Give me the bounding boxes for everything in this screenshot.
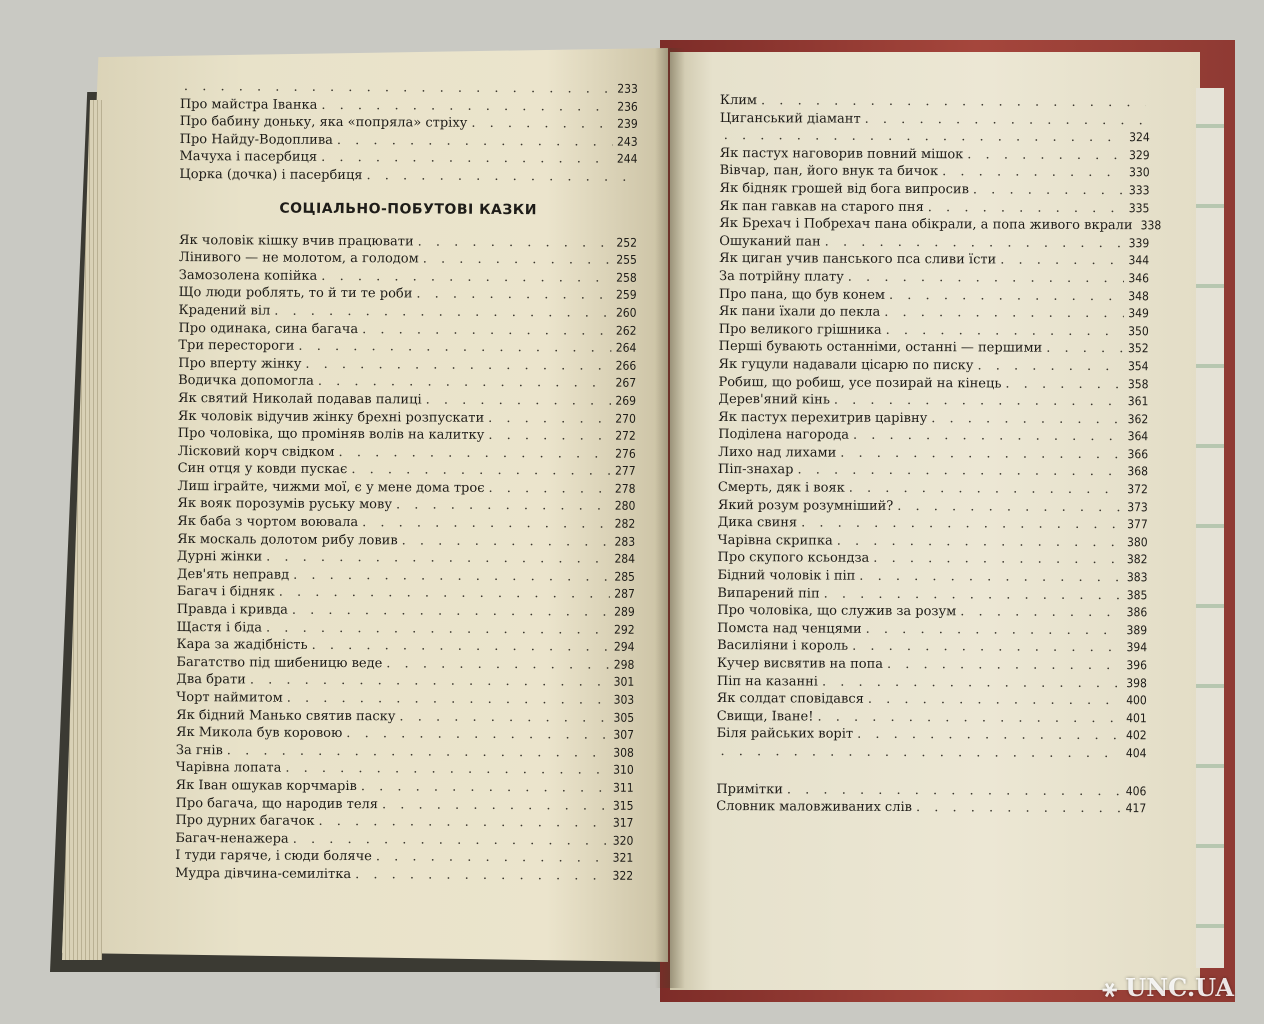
toc-leader-dots bbox=[266, 619, 610, 639]
toc-entry-page: 307 bbox=[613, 727, 635, 742]
toc-leader-dots bbox=[1000, 252, 1124, 270]
toc-leader-dots bbox=[318, 813, 608, 832]
toc-entry-title: Як солдат сповідався bbox=[716, 691, 864, 707]
toc-leader-dots bbox=[886, 322, 1125, 341]
toc-leader-dots bbox=[852, 638, 1122, 657]
toc-entry-title: Про великого грішника bbox=[718, 321, 882, 338]
toc-leader-dots bbox=[402, 532, 611, 551]
toc-right-column bbox=[716, 92, 1162, 818]
toc-entry bbox=[720, 110, 1150, 130]
toc-entry bbox=[718, 426, 1148, 446]
toc-entry-title: За потрійну плату bbox=[718, 268, 844, 285]
toc-entry-title: Який розум розумніший? bbox=[717, 497, 894, 514]
toc-gap bbox=[716, 761, 1146, 783]
toc-entry-title: Лиш іграйте, чижми мої, є у мене дома троє bbox=[177, 478, 485, 496]
toc-entry-page: 278 bbox=[614, 481, 636, 496]
toc-entry-page: 292 bbox=[613, 622, 635, 637]
toc-entry-title: Щастя і біда bbox=[176, 619, 263, 636]
toc-leader-dots bbox=[801, 515, 1123, 534]
toc-leader-dots bbox=[488, 427, 611, 445]
toc-entry-page: 396 bbox=[1126, 658, 1148, 673]
toc-entry-title: Про вперту жінку bbox=[178, 355, 302, 372]
toc-entry-title: Біля райських воріт bbox=[716, 726, 854, 743]
toc-leader-dots bbox=[355, 866, 609, 885]
toc-entry-title: Поділена нагорода bbox=[718, 427, 850, 443]
toc-left-main-list bbox=[175, 232, 637, 886]
toc-entry-title: Перші бувають останніми, останні — першими bbox=[718, 339, 1043, 357]
toc-entry-title: Випарений піп bbox=[717, 585, 820, 602]
toc-entry-title: Багач і бідняк bbox=[176, 584, 275, 601]
toc-entry bbox=[717, 708, 1147, 728]
toc-entry-page: 287 bbox=[614, 587, 635, 602]
toc-entry-page: 276 bbox=[615, 446, 636, 461]
toc-entry-title: Робиш, що робиш, усе позирай на кінець bbox=[718, 374, 1002, 391]
toc-entry-title: Свищи, Іване! bbox=[716, 708, 814, 725]
toc-leader-dots bbox=[797, 462, 1123, 481]
toc-entry-title: Як москаль долотом рибу ловив bbox=[177, 531, 398, 548]
toc-entry-title: Про бабину доньку, яка «попряла» стріху bbox=[179, 114, 468, 131]
toc-entry-title: Як чоловік кішку вчив працювати bbox=[178, 232, 414, 249]
toc-entry-title: Помста над ченцями bbox=[717, 620, 862, 637]
toc-entry-title: Як гуцули надавали цісарю по писку bbox=[718, 356, 974, 374]
toc-entry-title: Цорка (дочка) і пасербиця bbox=[179, 166, 363, 184]
toc-leader-dots bbox=[866, 621, 1123, 640]
toc-entry-title: Клим bbox=[719, 92, 758, 109]
toc-right-main-list bbox=[716, 92, 1162, 763]
toc-entry-title: Як Микола був коровою bbox=[175, 725, 343, 742]
toc-entry-title: Вівчар, пан, його внук та бичок bbox=[719, 163, 939, 180]
toc-entry-page: 373 bbox=[1127, 499, 1148, 514]
toc-entry-title: Про багача, що народив теля bbox=[175, 795, 379, 812]
toc-entry-page: 239 bbox=[617, 116, 638, 131]
toc-leader-dots bbox=[849, 480, 1124, 499]
toc-leader-dots bbox=[293, 830, 609, 850]
toc-entry-page: 368 bbox=[1127, 464, 1149, 479]
toc-entry-page: 389 bbox=[1126, 622, 1148, 638]
toc-leader-dots bbox=[321, 268, 612, 287]
toc-entry-page: 236 bbox=[617, 99, 638, 114]
toc-leader-dots bbox=[471, 115, 613, 133]
toc-entry-title: Смерть, дяк і вояк bbox=[717, 480, 845, 496]
toc-entry-page: 377 bbox=[1127, 517, 1148, 532]
toc-entry bbox=[717, 620, 1147, 640]
toc-entry-page: 283 bbox=[614, 534, 636, 549]
toc-leader-dots bbox=[386, 655, 610, 674]
toc-entry-page: 252 bbox=[616, 235, 638, 250]
toc-entry bbox=[720, 92, 1150, 112]
toc-entry-page: 277 bbox=[614, 463, 636, 479]
toc-entry-page: 329 bbox=[1129, 147, 1150, 163]
toc-entry-title: Лісковий корч свідком bbox=[177, 443, 335, 460]
toc-entry bbox=[718, 497, 1148, 517]
toc-entry-page: 330 bbox=[1128, 165, 1150, 180]
toc-leader-dots bbox=[787, 781, 1122, 800]
toc-entry-page: 383 bbox=[1126, 570, 1148, 585]
toc-entry bbox=[718, 373, 1148, 393]
toc-entry bbox=[720, 127, 1150, 147]
toc-leader-dots bbox=[396, 497, 611, 516]
toc-entry-page: 362 bbox=[1127, 411, 1149, 426]
toc-leader-dots bbox=[488, 480, 610, 498]
toc-entry-title: Як пастух наговорив повний мішок bbox=[719, 145, 964, 163]
toc-entry-title: Як Іван ошукав корчмарів bbox=[175, 777, 357, 795]
toc-entry-page: 364 bbox=[1127, 429, 1149, 444]
toc-leader-dots bbox=[889, 286, 1124, 305]
toc-entry-page: 349 bbox=[1128, 306, 1149, 321]
toc-entry-page: 258 bbox=[616, 270, 637, 285]
toc-entry-title: Словник маловживаних слів bbox=[716, 799, 913, 816]
watermark-text: UNC.UA bbox=[1125, 973, 1234, 1002]
toc-leader-dots bbox=[423, 251, 613, 270]
toc-entry-page: 322 bbox=[612, 868, 634, 883]
toc-entry-page: 404 bbox=[1125, 746, 1147, 761]
toc-leader-dots bbox=[298, 338, 611, 358]
toc-entry bbox=[718, 391, 1148, 411]
toc-leader-dots bbox=[351, 461, 611, 480]
toc-entry-page: 380 bbox=[1127, 534, 1148, 550]
toc-leader-dots bbox=[250, 672, 610, 692]
toc-entry bbox=[719, 233, 1149, 253]
toc-entry-page: 244 bbox=[616, 152, 638, 167]
toc-entry-title: Піп-знахар bbox=[717, 462, 794, 478]
toc-leader-dots bbox=[824, 585, 1123, 604]
toc-entry-title: Як пан гавкав на старого пня bbox=[719, 198, 924, 215]
toc-entry-title: Багатство під шибеницю веде bbox=[176, 654, 383, 672]
toc-leader-dots bbox=[859, 568, 1123, 587]
toc-entry bbox=[719, 338, 1149, 358]
toc-entry-title: Лихо над лихами bbox=[718, 444, 837, 461]
toc-entry-page: 285 bbox=[614, 569, 636, 584]
toc-entry-page: 358 bbox=[1127, 376, 1149, 391]
toc-entry-page: 301 bbox=[613, 675, 635, 690]
toc-entry-page: 284 bbox=[614, 551, 636, 567]
toc-entry bbox=[719, 250, 1149, 270]
toc-entry-title: Кара за жадібність bbox=[176, 637, 308, 654]
toc-leader-dots bbox=[361, 778, 609, 797]
toc-entry bbox=[719, 321, 1149, 341]
toc-entry-page: 366 bbox=[1127, 447, 1149, 462]
toc-entry bbox=[718, 409, 1148, 429]
toc-entry-title: Чарівна скрипка bbox=[717, 532, 833, 549]
toc-leader-dots bbox=[399, 708, 609, 727]
toc-leader-dots bbox=[285, 760, 609, 780]
toc-entry-title: Дерев'яний кінь bbox=[718, 392, 830, 408]
toc-entry-page: 298 bbox=[613, 657, 635, 672]
toc-entry bbox=[716, 798, 1146, 818]
toc-entry-title: Про чоловіка, що служив за розум bbox=[717, 603, 957, 620]
toc-leader-dots bbox=[973, 181, 1125, 199]
toc-entry-page: 335 bbox=[1128, 200, 1150, 215]
toc-entry-page: 270 bbox=[615, 411, 636, 426]
toc-leader-dots bbox=[339, 444, 612, 463]
toc-leader-dots bbox=[817, 708, 1122, 727]
toc-entry-page: 320 bbox=[612, 833, 634, 848]
toc-left-top-list bbox=[179, 78, 638, 186]
toc-entry-page: 344 bbox=[1128, 253, 1150, 268]
toc-entry-title: Про одинака, сина багача bbox=[178, 320, 359, 337]
toc-entry-title: За гнів bbox=[175, 742, 223, 759]
toc-entry-page: 352 bbox=[1128, 341, 1149, 356]
toc-entry-page: 282 bbox=[614, 516, 636, 531]
toc-entry bbox=[717, 655, 1147, 675]
toc-leader-dots bbox=[884, 304, 1124, 323]
toc-entry-page: 406 bbox=[1125, 783, 1147, 798]
toc-leader-dots bbox=[942, 164, 1125, 183]
toc-entry bbox=[718, 479, 1148, 499]
toc-entry-title: Як святий Николай подавав палиці bbox=[177, 390, 422, 408]
toc-entry-title: Що люди роблять, то й ти те роби bbox=[178, 285, 413, 302]
toc-entry-title: Про Найду-Водоплива bbox=[179, 131, 333, 148]
toc-entry-title: Ошуканий пан bbox=[719, 233, 821, 250]
toc-leader-dots bbox=[416, 286, 612, 305]
toc-leader-dots bbox=[928, 199, 1125, 218]
toc-leader-dots bbox=[967, 146, 1125, 164]
toc-entry bbox=[717, 725, 1147, 745]
toc-leader-dots bbox=[426, 391, 612, 410]
toc-entry-page: 308 bbox=[613, 745, 634, 760]
toc-entry-page: 259 bbox=[616, 288, 637, 303]
toc-entry-page: 269 bbox=[615, 393, 637, 408]
toc-entry bbox=[720, 162, 1150, 182]
toc-entry-title: Дурні жінки bbox=[177, 549, 263, 565]
toc-leader-dots bbox=[312, 637, 610, 656]
toc-leader-dots bbox=[292, 602, 610, 622]
toc-leader-dots bbox=[825, 233, 1125, 252]
toc-entry-title: Циганський діамант bbox=[719, 110, 861, 127]
toc-leader-dots bbox=[1046, 340, 1124, 358]
toc-entry bbox=[175, 865, 633, 885]
toc-entry bbox=[720, 145, 1150, 165]
toc-entry-page: 310 bbox=[613, 763, 634, 778]
toc-leader-dots bbox=[857, 726, 1122, 745]
toc-entry-page: 400 bbox=[1126, 693, 1147, 708]
toc-entry-page: 255 bbox=[616, 252, 637, 267]
toc-entry-page: 243 bbox=[616, 134, 638, 149]
toc-leader-dots bbox=[853, 427, 1124, 446]
toc-entry bbox=[719, 180, 1149, 200]
toc-entry-page: 266 bbox=[615, 358, 637, 373]
toc-entry-title: Як пани їхали до пекла bbox=[718, 304, 881, 320]
toc-entry-title: Чарівна лопата bbox=[175, 760, 282, 777]
toc-leader-dots bbox=[321, 149, 613, 168]
toc-entry-title: Мачуха і пасербиця bbox=[179, 149, 318, 166]
toc-entry-title: Два брати bbox=[176, 672, 246, 688]
toc-entry-title: Як бідняк грошей від бога випросив bbox=[719, 180, 969, 198]
toc-leader-dots bbox=[720, 743, 1121, 763]
toc-entry-title: Водичка допомогла bbox=[178, 373, 314, 390]
toc-entry-page: 233 bbox=[617, 81, 638, 96]
toc-entry bbox=[718, 444, 1148, 464]
toc-entry-title: Про скупого ксьондза bbox=[717, 550, 870, 567]
toc-leader-dots bbox=[266, 549, 610, 569]
toc-entry bbox=[718, 532, 1148, 552]
toc-entry bbox=[179, 166, 637, 186]
toc-entry-page: 385 bbox=[1126, 587, 1148, 602]
toc-entry-title: Як Брехач і Побрехач пана обікрали, а попа живого вкрали bbox=[719, 216, 1133, 234]
toc-entry bbox=[719, 356, 1149, 376]
toc-leader-dots bbox=[897, 498, 1123, 517]
toc-leader-dots bbox=[287, 690, 610, 710]
toc-leader-dots bbox=[337, 132, 613, 151]
toc-entry-page: 303 bbox=[613, 692, 635, 707]
toc-entry-title: Замозолена копійка bbox=[178, 267, 318, 284]
toc-entry-page: 317 bbox=[612, 815, 634, 830]
toc-leader-dots bbox=[887, 656, 1122, 675]
toc-leader-dots bbox=[834, 392, 1124, 411]
toc-entry-title: Піп на казанні bbox=[716, 673, 819, 690]
toc-entry bbox=[717, 673, 1147, 693]
toc-leader-dots bbox=[321, 96, 613, 115]
toc-leader-dots bbox=[916, 799, 1122, 818]
toc-entry-title: Василіяни і король bbox=[717, 638, 849, 655]
toc-entry bbox=[717, 602, 1147, 622]
toc-leader-dots bbox=[960, 603, 1122, 621]
toc-entry-page: 294 bbox=[613, 639, 635, 655]
toc-entry-page: 324 bbox=[1129, 130, 1150, 145]
toc-leader-dots bbox=[840, 445, 1123, 464]
toc-entry bbox=[719, 198, 1149, 218]
toc-entry-page: 272 bbox=[615, 428, 636, 443]
toc-leader-dots bbox=[274, 303, 612, 323]
toc-entry-page: 339 bbox=[1128, 235, 1150, 250]
toc-leader-dots bbox=[279, 584, 611, 604]
toc-entry-title: Дика свиня bbox=[717, 515, 798, 531]
toc-entry-title: Кучер висвятив на попа bbox=[716, 655, 884, 672]
toc-entry-page: 267 bbox=[615, 375, 637, 391]
toc-entry-page: 289 bbox=[614, 604, 635, 619]
toc-entry bbox=[718, 461, 1148, 481]
toc-entry bbox=[716, 781, 1146, 801]
toc-leader-dots bbox=[366, 167, 633, 186]
toc-entry-title: Лінивого — не молотом, а голодом bbox=[178, 250, 419, 267]
toc-entry-title: Примітки bbox=[716, 781, 783, 797]
toc-entry bbox=[717, 690, 1147, 710]
toc-leader-dots bbox=[761, 92, 1146, 112]
toc-leader-dots bbox=[1005, 375, 1124, 393]
toc-entry-page: 372 bbox=[1127, 482, 1148, 497]
toc-entry-title: Багач-ненажера bbox=[175, 830, 289, 847]
toc-leader-dots bbox=[418, 233, 613, 252]
toc-left-column bbox=[175, 78, 638, 885]
toc-entry-title: Крадений віл bbox=[178, 302, 271, 319]
book-gutter bbox=[655, 48, 685, 988]
toc-leader-dots bbox=[376, 849, 609, 868]
toc-entry bbox=[717, 567, 1147, 587]
toc-entry bbox=[719, 303, 1149, 323]
toc-entry-page: 260 bbox=[615, 305, 637, 320]
toc-leader-dots bbox=[318, 373, 612, 392]
toc-entry-page: 382 bbox=[1126, 552, 1148, 567]
toc-entry bbox=[718, 514, 1148, 534]
toc-entry-page: 350 bbox=[1128, 323, 1149, 338]
toc-entry-page: 346 bbox=[1128, 271, 1150, 286]
toc-entry-title: Як циган учив панського пса сливи їсти bbox=[719, 251, 997, 268]
toc-entry-page: 305 bbox=[613, 710, 635, 725]
toc-leader-dots bbox=[837, 532, 1123, 551]
toc-entry-title: Мудра дівчина-семилітка bbox=[175, 865, 352, 882]
toc-entry bbox=[719, 215, 1162, 235]
toc-entry-page: 311 bbox=[613, 780, 634, 795]
toc-entry-title: Син отця у ковди пускає bbox=[177, 461, 348, 478]
toc-entry-title: Три перестороги bbox=[178, 338, 295, 354]
toc-entry-title: Про чоловіка, що проміняв волів на калитку bbox=[177, 426, 485, 443]
toc-leader-dots bbox=[868, 691, 1122, 710]
toc-entry-title: Дев'ять неправд bbox=[176, 566, 290, 583]
toc-entry bbox=[717, 637, 1147, 657]
toc-entry-page: 348 bbox=[1128, 288, 1149, 303]
watermark-logo: ⚹ UNC.UA bbox=[1102, 973, 1234, 1002]
toc-entry-page: 394 bbox=[1126, 640, 1148, 655]
toc-entry-page: 417 bbox=[1125, 801, 1147, 816]
toc-entry-page: 321 bbox=[612, 851, 634, 866]
toc-entry-title: І туди гаряче, і сюди боляче bbox=[175, 848, 372, 865]
toc-leader-dots bbox=[362, 514, 611, 533]
toc-entry-page: 386 bbox=[1126, 605, 1148, 620]
toc-entry-title: Бідний чоловік і піп bbox=[717, 568, 856, 584]
toc-leader-dots bbox=[865, 110, 1146, 129]
toc-entry bbox=[717, 585, 1147, 605]
toc-entry-page: 280 bbox=[614, 499, 636, 514]
toc-entry-title: Як пастух перехитрив царівну bbox=[718, 409, 928, 426]
section-title: СОЦІАЛЬНО-ПОБУТОВІ КАЗКИ bbox=[279, 200, 538, 218]
toc-entry-page: 315 bbox=[612, 798, 634, 813]
toc-entry bbox=[719, 286, 1149, 306]
toc-entry-title: Про дурних багачок bbox=[175, 813, 315, 829]
toc-leader-dots bbox=[822, 673, 1122, 692]
toc-leader-dots bbox=[293, 567, 610, 587]
toc-leader-dots bbox=[382, 796, 609, 815]
toc-entry-title: Як чоловік відучив жінку брехні розпускати bbox=[177, 408, 485, 426]
toc-entry-title: Чорт наймитом bbox=[176, 689, 283, 706]
toc-leader-dots bbox=[227, 742, 610, 762]
toc-entry-page: 338 bbox=[1140, 218, 1162, 233]
toc-entry-title: Як бідний Манько святив паску bbox=[176, 707, 396, 724]
toc-leader-dots bbox=[848, 269, 1125, 288]
toc-entry-page: 401 bbox=[1126, 710, 1147, 726]
toc-leader-dots bbox=[362, 321, 612, 340]
toc-entry bbox=[719, 268, 1149, 288]
toc-entry-page: 264 bbox=[615, 340, 637, 355]
toc-entry-page: 402 bbox=[1125, 728, 1147, 743]
toc-entry-page: 361 bbox=[1127, 394, 1149, 409]
toc-entry-page: 333 bbox=[1128, 183, 1150, 198]
toc-leader-dots bbox=[488, 409, 611, 427]
toc-leader-dots bbox=[346, 725, 609, 744]
endpaper-pattern bbox=[1196, 88, 1224, 968]
toc-entry-page: 262 bbox=[615, 323, 637, 338]
toc-entry-page: 354 bbox=[1127, 359, 1149, 374]
toc-leader-dots bbox=[724, 127, 1125, 147]
toc-entry-title: Як баба з чортом воювала bbox=[177, 514, 359, 531]
toc-entry bbox=[718, 549, 1148, 569]
toc-leader-dots bbox=[873, 550, 1123, 569]
toc-entry-title: Як вояк порозумів руську мову bbox=[177, 496, 393, 513]
toc-back-matter-list bbox=[716, 781, 1146, 818]
toc-entry-title: Про майстра Іванка bbox=[179, 96, 318, 113]
toc-leader-dots bbox=[931, 410, 1123, 429]
toc-entry-title: Про пана, що був конем bbox=[718, 286, 886, 303]
toc-entry bbox=[716, 743, 1146, 763]
toc-entry-page: 398 bbox=[1126, 675, 1147, 690]
toc-leader-dots bbox=[977, 357, 1124, 375]
toc-entry-title: Правда і кривда bbox=[176, 602, 288, 618]
toc-leader-dots bbox=[305, 355, 611, 374]
